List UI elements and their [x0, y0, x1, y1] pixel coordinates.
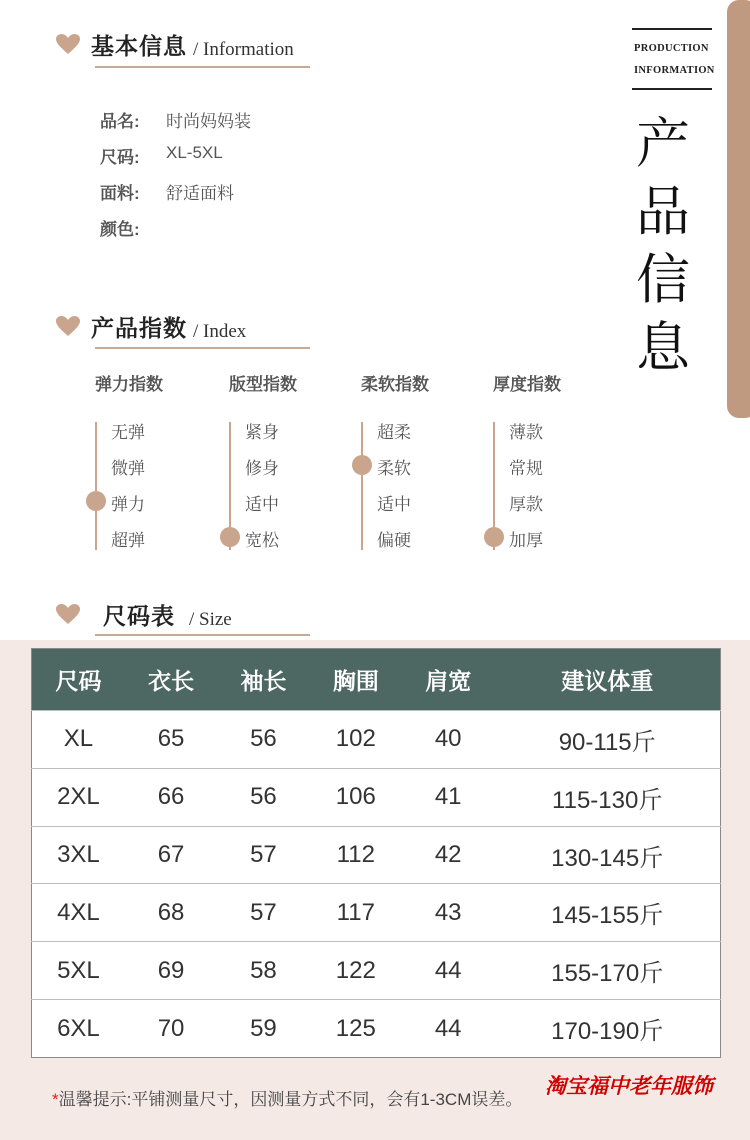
index-option: 紧身 [245, 423, 279, 442]
index-option: 弹力 [111, 495, 145, 514]
index-column-title: 弹力指数 [95, 375, 163, 394]
side-zh-char: 产 [636, 112, 690, 175]
index-title: 产品指数 [91, 315, 187, 341]
size-table-cell: 102 [310, 711, 402, 769]
size-table-cell: 2XL [32, 768, 125, 826]
size-table-cell: 122 [310, 942, 402, 1000]
size-title: 尺码表 [103, 603, 175, 629]
info-value: 时尚妈妈装 [166, 112, 251, 131]
info-row-name [100, 107, 251, 132]
size-table-header: 肩宽 [402, 649, 494, 711]
index-option: 超柔 [377, 423, 411, 442]
size-table-cell: 117 [310, 884, 402, 942]
index-column-title: 厚度指数 [493, 375, 561, 394]
size-table-header: 袖长 [217, 649, 309, 711]
size-table-row [32, 1000, 721, 1058]
size-table-cell: 44 [402, 942, 494, 1000]
size-table-row [32, 768, 721, 826]
side-en-line2: INFORMATION [634, 65, 715, 76]
size-table-cell: 112 [310, 826, 402, 884]
size-table-cell: 67 [125, 826, 217, 884]
size-table-cell: 56 [217, 768, 309, 826]
size-table-cell: 59 [217, 1000, 309, 1058]
info-value: 舒适面料 [166, 184, 234, 203]
info-row-size [100, 143, 223, 168]
index-option: 微弹 [111, 459, 145, 478]
index-column-softness [361, 370, 461, 550]
info-label: 品名: [100, 112, 140, 131]
side-bottom-rule [632, 88, 712, 90]
size-table-cell: 40 [402, 711, 494, 769]
index-option: 偏硬 [377, 531, 411, 550]
info-label: 尺码: [100, 148, 140, 167]
basic-info-heading [55, 28, 294, 61]
size-table [31, 648, 721, 1058]
size-table-cell: 69 [125, 942, 217, 1000]
size-table-cell: 6XL [32, 1000, 125, 1058]
heart-icon [55, 603, 81, 625]
heart-icon [55, 315, 81, 337]
basic-info-underline [95, 66, 310, 68]
index-subtitle: / Index [193, 321, 247, 342]
index-column-elasticity [95, 370, 195, 550]
index-selected-dot [352, 455, 372, 475]
info-label: 面料: [100, 184, 140, 203]
heart-icon [55, 33, 81, 55]
size-table-cell: 65 [125, 711, 217, 769]
size-table-cell: 5XL [32, 942, 125, 1000]
size-table-cell: 44 [402, 1000, 494, 1058]
info-row-color [100, 215, 166, 240]
index-selected-dot [86, 491, 106, 511]
index-option: 薄款 [509, 423, 543, 442]
index-selected-dot [484, 527, 504, 547]
basic-info-title: 基本信息 [91, 33, 187, 59]
size-table-cell: 66 [125, 768, 217, 826]
index-option: 无弹 [111, 423, 145, 442]
size-heading [55, 598, 232, 631]
index-scale-line [95, 422, 97, 550]
size-table-header: 尺码 [32, 649, 125, 711]
side-chinese-label [633, 110, 693, 382]
index-underline [95, 347, 310, 349]
size-table-header: 建议体重 [494, 649, 720, 711]
size-table-cell: 3XL [32, 826, 125, 884]
info-label: 颜色: [100, 220, 140, 239]
size-table-body [32, 711, 721, 1058]
size-table-header: 胸围 [310, 649, 402, 711]
index-option: 适中 [245, 495, 279, 514]
size-table-cell: 70 [125, 1000, 217, 1058]
index-column-title: 版型指数 [229, 375, 297, 394]
size-table-header: 衣长 [125, 649, 217, 711]
size-table-cell: 68 [125, 884, 217, 942]
basic-info-subtitle: / Information [193, 39, 294, 60]
size-table-cell: 145-155斤 [494, 884, 720, 942]
size-table-cell: XL [32, 711, 125, 769]
shop-watermark: 淘宝福中老年服饰 [545, 1075, 713, 1098]
index-column-thickness [493, 370, 593, 550]
size-table-cell: 106 [310, 768, 402, 826]
size-table-row [32, 884, 721, 942]
size-underline [95, 634, 310, 636]
side-zh-char: 品 [636, 180, 690, 243]
measurement-note [52, 1085, 522, 1110]
note-text: 温馨提示:平铺测量尺寸，因测量方式不同，会有1-3CM误差。 [58, 1090, 523, 1109]
size-table-row [32, 711, 721, 769]
size-table-cell: 57 [217, 884, 309, 942]
index-option: 常规 [509, 459, 543, 478]
index-option: 柔软 [377, 459, 411, 478]
info-row-fabric [100, 179, 234, 204]
side-zh-char: 信 [636, 248, 690, 311]
side-accent-bar [727, 0, 750, 418]
side-zh-char: 息 [636, 316, 690, 379]
size-table-cell: 125 [310, 1000, 402, 1058]
side-english-label [630, 28, 720, 90]
index-heading [55, 310, 246, 343]
size-table-cell: 43 [402, 884, 494, 942]
size-subtitle: / Size [189, 609, 232, 630]
index-option: 适中 [377, 495, 411, 514]
index-option: 加厚 [509, 531, 543, 550]
index-scale-line [361, 422, 363, 550]
size-table-cell: 90-115斤 [494, 711, 720, 769]
size-table-cell: 4XL [32, 884, 125, 942]
note-star: * [52, 1090, 59, 1109]
index-option: 宽松 [245, 531, 279, 550]
size-table-cell: 58 [217, 942, 309, 1000]
side-en-line1: PRODUCTION [634, 43, 709, 54]
index-selected-dot [220, 527, 240, 547]
size-table-cell: 130-145斤 [494, 826, 720, 884]
size-table-cell: 170-190斤 [494, 1000, 720, 1058]
size-table-row [32, 942, 721, 1000]
index-column-fit [229, 370, 329, 550]
size-table-cell: 41 [402, 768, 494, 826]
size-table-cell: 42 [402, 826, 494, 884]
index-option: 修身 [245, 459, 279, 478]
index-option: 超弹 [111, 531, 145, 550]
index-column-title: 柔软指数 [361, 375, 429, 394]
size-table-header-row [32, 649, 721, 711]
size-table-row [32, 826, 721, 884]
size-table-cell: 155-170斤 [494, 942, 720, 1000]
index-option: 厚款 [509, 495, 543, 514]
size-table-cell: 56 [217, 711, 309, 769]
info-value: XL-5XL [166, 143, 223, 162]
side-top-rule [632, 28, 712, 30]
size-table-cell: 115-130斤 [494, 768, 720, 826]
size-table-cell: 57 [217, 826, 309, 884]
